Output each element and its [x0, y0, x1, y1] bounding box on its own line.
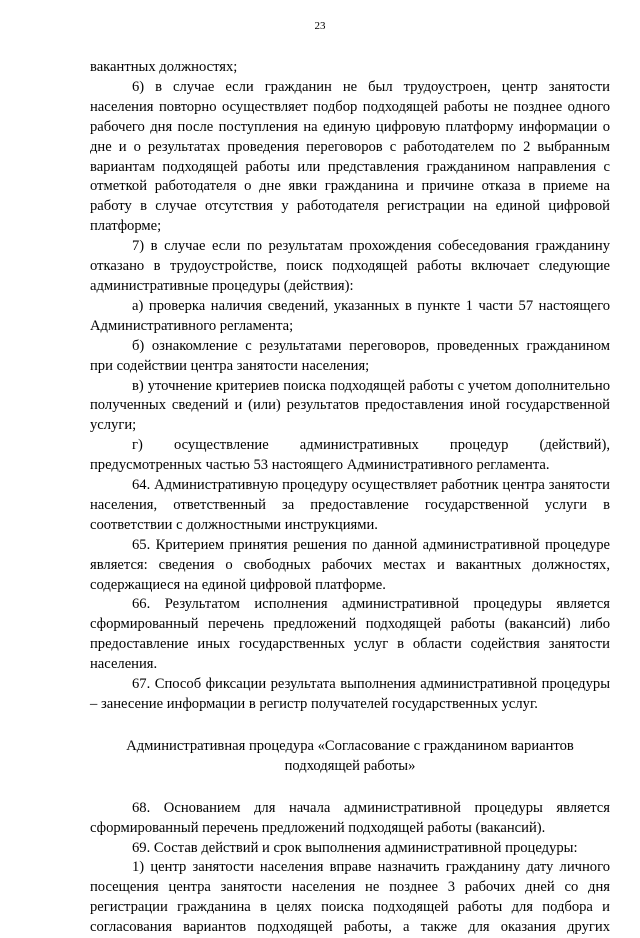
- paragraph: 65. Критерием принятия решения по данной административной процедуре является: сведения о свободных рабочих местах и вакантных должностях, содержащиеся на единой цифровой платформе.: [90, 536, 610, 593]
- paragraph: г) осуществление административных процедур (действий), предусмотренных частью 53 настоящего Административного регламента.: [90, 437, 610, 474]
- paragraph: 7) в случае если по результатам прохождения собеседования гражданину отказано в трудоустройстве, поиск подходящей работы включает следующие административные процедуры (действия):: [90, 238, 610, 294]
- paragraph: 66. Результатом исполнения административной процедуры является сформированный перечень предложений подходящей работы (вакансий) либо предоставление иных государственных услуг в области содействия занятости населения.: [90, 596, 610, 673]
- paragraph: 6) в случае если гражданин не был трудоустроен, центр занятости населения повторно осуществляет подбор подходящей работы не позднее одного рабочего дня после поступления на единую цифровую платформу информации о дне и о результатах проведения переговоров с работодателем по 2 выбранным вариантам подходящей работы или представления гражданином направления с отметкой работодателя о дне явки гражданина и причине отказа в приеме на работу в случае отсутствия у работодателя регистрации на единой цифровой платформе;: [90, 78, 610, 235]
- paragraph: в) уточнение критериев поиска подходящей работы с учетом дополнительно полученных сведений и (или) результатов предоставления иной государственной услуги;: [90, 377, 610, 434]
- paragraph: а) проверка наличия сведений, указанных в пункте 1 части 57 настоящего Административного регламента;: [90, 297, 610, 334]
- document-body: [90, 58, 610, 938]
- paragraph: б) ознакомление с результатами переговоров, проведенных гражданином при содействии центра занятости населения;: [90, 337, 610, 374]
- page-number: 23: [314, 20, 326, 32]
- paragraph: вакантных должностях;: [90, 59, 238, 75]
- paragraph: 1) центр занятости населения вправе назначить гражданину дату личного посещения центра занятости населения не позднее 3 рабочих дней со дня регистрации гражданина в целях поиска подходящей работы для подбора и согласования вариантов подходящей работы, а также для оказания других: [90, 859, 610, 936]
- paragraph: 64. Административную процедуру осуществляет работник центра занятости населения, ответственный за предоставление государственной услуги в соответствии с должностными инструкциями.: [90, 477, 610, 533]
- paragraph: 68. Основанием для начала административной процедуры является сформированный перечень предложений подходящей работы (вакансий).: [90, 799, 610, 836]
- paragraph: 67. Способ фиксации результата выполнения административной процедуры – занесение информации в регистр получателей государственных услуг.: [90, 676, 610, 712]
- paragraph: 69. Состав действий и срок выполнения административной процедуры:: [132, 839, 578, 856]
- section-heading: Административная процедура «Согласование с гражданином вариантов подходящей работы»: [126, 737, 574, 774]
